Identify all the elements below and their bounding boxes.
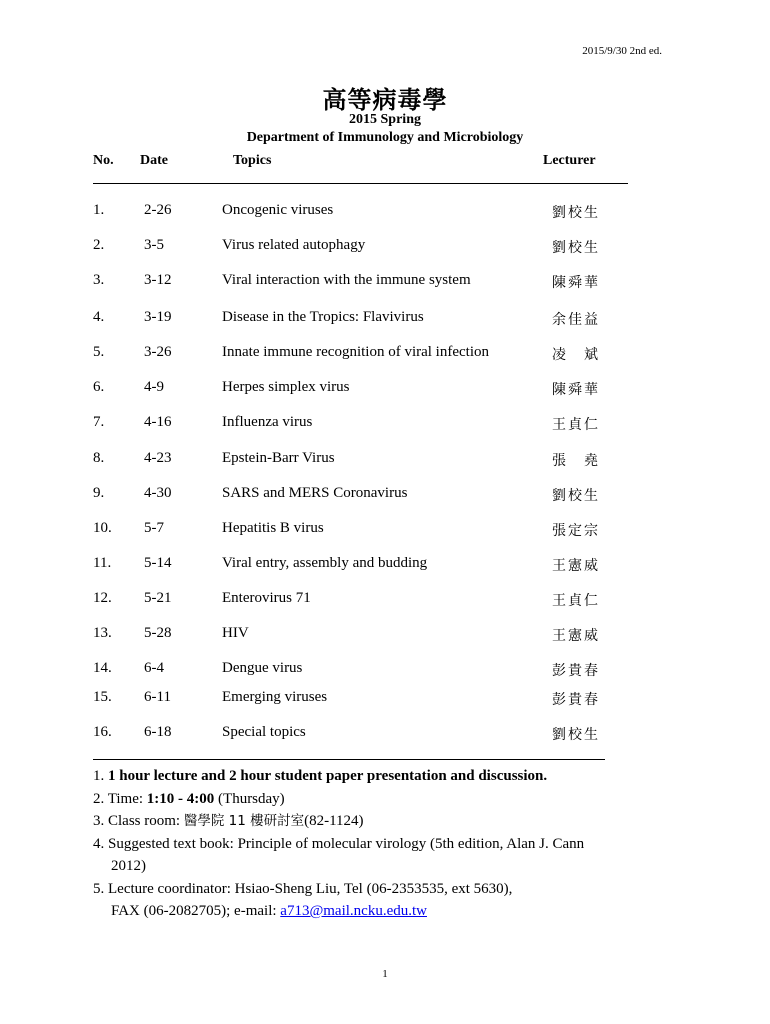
- row-date: 6-11: [144, 689, 171, 705]
- column-header-date: Date: [140, 153, 168, 168]
- table-bottom-divider: [93, 759, 605, 760]
- row-number: 10.: [93, 520, 112, 536]
- row-number: 6.: [93, 379, 105, 395]
- row-number: 14.: [93, 660, 112, 676]
- row-lecturer: 彭貴春: [552, 692, 600, 708]
- row-number: 1.: [93, 202, 105, 218]
- edition-date: 2015/9/30 2nd ed.: [582, 45, 662, 57]
- row-number: 7.: [93, 414, 105, 430]
- table-row: [0, 689, 770, 709]
- table-row: [0, 625, 770, 645]
- row-topic: Virus related autophagy: [222, 237, 366, 253]
- row-lecturer: 劉校生: [552, 240, 600, 256]
- row-number: 16.: [93, 724, 112, 740]
- table-row: [0, 309, 770, 329]
- note-time: 2. Time: 1:10 - 4:00 (Thursday): [93, 790, 285, 807]
- row-lecturer: 張 堯: [552, 453, 600, 469]
- row-lecturer: 劉校生: [552, 488, 600, 504]
- table-row: [0, 237, 770, 257]
- row-number: 8.: [93, 450, 105, 466]
- header-divider: [93, 183, 628, 184]
- row-lecturer: 彭貴春: [552, 663, 600, 679]
- row-date: 4-16: [144, 414, 172, 430]
- row-topic: Influenza virus: [222, 414, 313, 430]
- row-topic: Innate immune recognition of viral infection: [222, 344, 489, 360]
- row-topic: Disease in the Tropics: Flavivirus: [222, 309, 424, 325]
- row-number: 5.: [93, 344, 105, 360]
- row-topic: Viral entry, assembly and budding: [222, 555, 428, 571]
- row-topic: Enterovirus 71: [222, 590, 311, 606]
- row-lecturer: 王貞仁: [552, 417, 600, 433]
- row-date: 4-9: [144, 379, 164, 395]
- row-topic: Oncogenic viruses: [222, 202, 334, 218]
- table-row: [0, 660, 770, 680]
- table-row: [0, 414, 770, 434]
- row-date: 4-23: [144, 450, 172, 466]
- row-lecturer: 余佳益: [552, 312, 600, 328]
- row-topic: Epstein-Barr Virus: [222, 450, 335, 466]
- row-lecturer: 陳舜華: [552, 275, 600, 291]
- table-row: [0, 379, 770, 399]
- row-lecturer: 王貞仁: [552, 593, 600, 609]
- row-topic: Viral interaction with the immune system: [222, 272, 471, 288]
- row-date: 5-14: [144, 555, 172, 571]
- row-topic: Herpes simplex virus: [222, 379, 350, 395]
- row-topic: Emerging viruses: [222, 689, 328, 705]
- row-date: 5-28: [144, 625, 172, 641]
- table-row: [0, 555, 770, 575]
- row-topic: HIV: [222, 625, 249, 641]
- row-lecturer: 張定宗: [552, 523, 600, 539]
- page-number: 1: [382, 968, 388, 980]
- table-row: [0, 450, 770, 470]
- row-lecturer: 王憲威: [552, 628, 600, 644]
- note-textbook-continued: 2012): [111, 858, 146, 874]
- course-title: 高等病毒學: [322, 86, 448, 114]
- row-number: 12.: [93, 590, 112, 606]
- table-row: [0, 590, 770, 610]
- table-row: [0, 485, 770, 505]
- row-date: 5-21: [144, 590, 172, 606]
- row-date: 6-4: [144, 660, 164, 676]
- row-number: 4.: [93, 309, 105, 325]
- row-number: 15.: [93, 689, 112, 705]
- row-date: 5-7: [144, 520, 164, 536]
- email-link[interactable]: a713@mail.ncku.edu.tw: [280, 903, 427, 919]
- row-topic: Dengue virus: [222, 660, 303, 676]
- row-date: 4-30: [144, 485, 172, 501]
- table-row: [0, 344, 770, 364]
- row-date: 3-26: [144, 344, 172, 360]
- row-topic: Special topics: [222, 724, 306, 740]
- note-textbook: 4. Suggested text book: Principle of molecular virology (5th edition, Alan J. Cann: [93, 835, 585, 852]
- column-header-topics: Topics: [233, 153, 272, 168]
- row-number: 13.: [93, 625, 112, 641]
- column-header-lecturer: Lecturer: [543, 153, 596, 168]
- row-date: 2-26: [144, 202, 172, 218]
- note-coordinator: 5. Lecture coordinator: Hsiao-Sheng Liu, Tel (06-2353535, ext 5630),: [93, 880, 513, 897]
- row-date: 3-5: [144, 237, 164, 253]
- table-row: [0, 272, 770, 292]
- row-date: 3-12: [144, 272, 172, 288]
- note-contact: FAX (06-2082705); e-mail: a713@mail.ncku.edu.tw: [111, 903, 427, 919]
- table-row: [0, 202, 770, 222]
- row-date: 6-18: [144, 724, 172, 740]
- table-row: [0, 724, 770, 744]
- row-number: 9.: [93, 485, 105, 501]
- note-classroom: 3. Class room: 醫學院 11 樓研討室(82-1124): [93, 813, 364, 829]
- row-date: 3-19: [144, 309, 172, 325]
- table-row: [0, 520, 770, 540]
- course-notes: [93, 765, 673, 923]
- note-format: 1. 1 hour lecture and 2 hour student paper presentation and discussion.: [93, 768, 548, 784]
- row-lecturer: 劉校生: [552, 205, 600, 221]
- row-number: 3.: [93, 272, 105, 288]
- row-number: 11.: [93, 555, 112, 571]
- row-lecturer: 劉校生: [552, 727, 600, 743]
- row-number: 2.: [93, 237, 105, 253]
- department-label: Department of Immunology and Microbiology: [246, 130, 524, 145]
- row-topic: SARS and MERS Coronavirus: [222, 485, 408, 501]
- row-lecturer: 陳舜華: [552, 382, 600, 398]
- row-lecturer: 王憲威: [552, 558, 600, 574]
- row-lecturer: 凌 斌: [552, 347, 600, 363]
- row-topic: Hepatitis B virus: [222, 520, 324, 536]
- column-header-no: No.: [93, 153, 114, 168]
- semester-label: 2015 Spring: [349, 112, 421, 127]
